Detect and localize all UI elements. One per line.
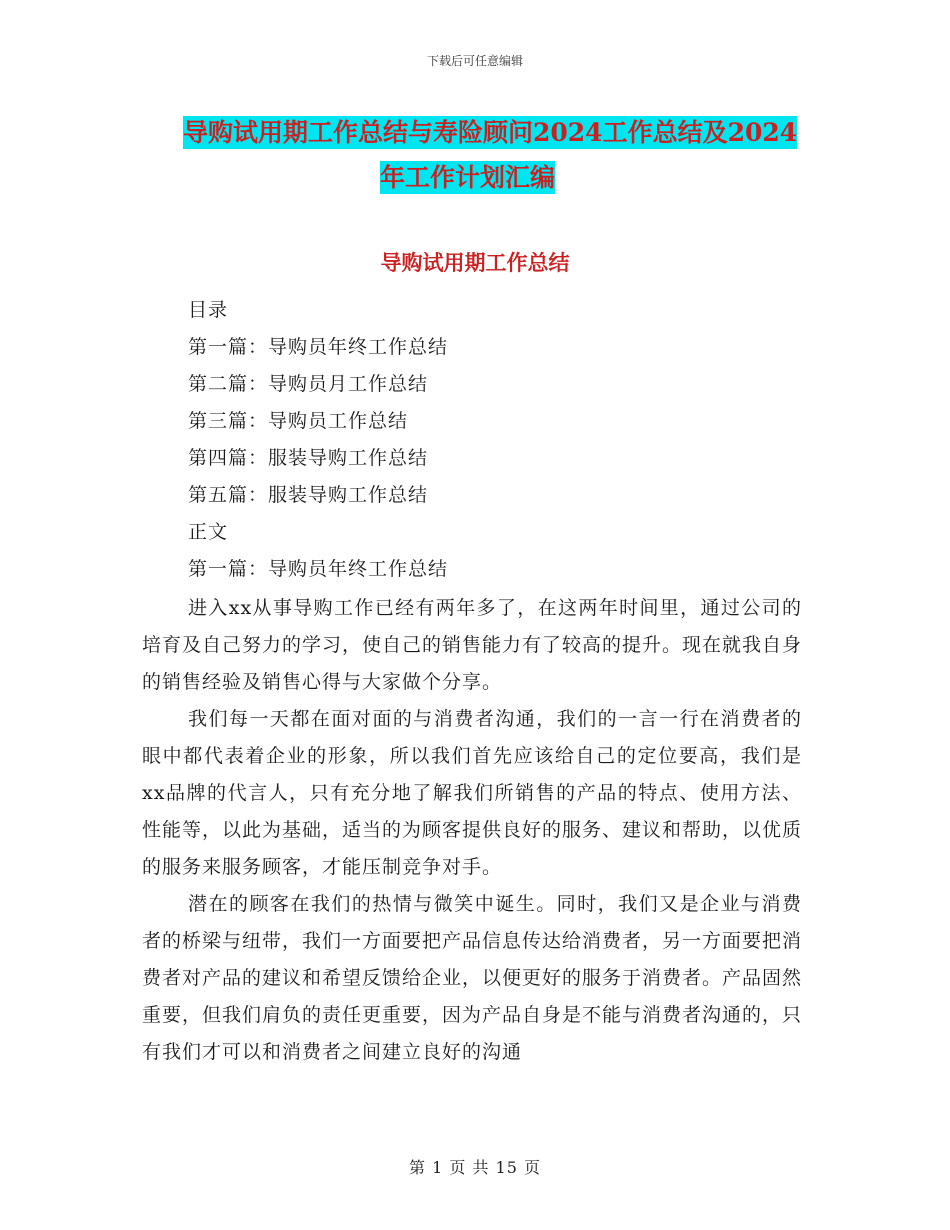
toc-item: 第二篇：导购员月工作总结	[188, 373, 429, 395]
toc-item: 第五篇：服装导购工作总结	[188, 484, 429, 506]
title-line-2: 年工作计划汇编	[380, 163, 556, 192]
toc-item: 第四篇：服装导购工作总结	[188, 447, 429, 469]
paragraph: 潜在的顾客在我们的热情与微笑中诞生。同时，我们又是企业与消费者的桥梁与纽带，我们一方面要把产品信息传达给消费者，另一方面要把消费者对产品的建议和希望反馈给企业，以便更好的服务于消费者。产品固然重要，但我们肩负的责任更重要，因为产品自身是不能与消费者沟通的，只有我们才可以和消费者之间建立良好的沟通	[142, 893, 803, 1063]
toc-item: 第一篇：导购员年终工作总结	[188, 336, 449, 358]
paragraph: 进入xx从事导购工作已经有两年多了，在这两年时间里，通过公司的培育及自己努力的学习，使自己的销售能力有了较高的提升。现在就我自身的销售经验及销售心得与大家做个分享。	[142, 597, 803, 693]
page-number: 第 1 页 共 15 页	[409, 1158, 541, 1177]
document-title	[183, 110, 813, 200]
body-heading: 正文	[188, 521, 229, 543]
table-of-contents	[188, 292, 448, 588]
section-subtitle: 导购试用期工作总结	[380, 250, 570, 275]
paragraph: 我们每一天都在面对面的与消费者沟通，我们的一言一行在消费者的眼中都代表着企业的形象，所以我们首先应该给自己的定位要高，我们是xx品牌的代言人，只有充分地了解我们所销售的产品的特点、使用方法、性能等，以此为基础，适当的为顾客提供良好的服务、建议和帮助，以优质的服务来服务顾客，才能压制竞争对手。	[142, 708, 803, 878]
toc-item: 第三篇：导购员工作总结	[188, 410, 409, 432]
title-line-1: 导购试用期工作总结与寿险顾问2024工作总结及2024	[183, 118, 798, 147]
section-heading: 第一篇：导购员年终工作总结	[188, 558, 449, 580]
toc-heading: 目录	[188, 299, 229, 321]
page-header-note: 下载后可任意编辑	[426, 54, 523, 68]
body-text	[142, 590, 802, 1071]
